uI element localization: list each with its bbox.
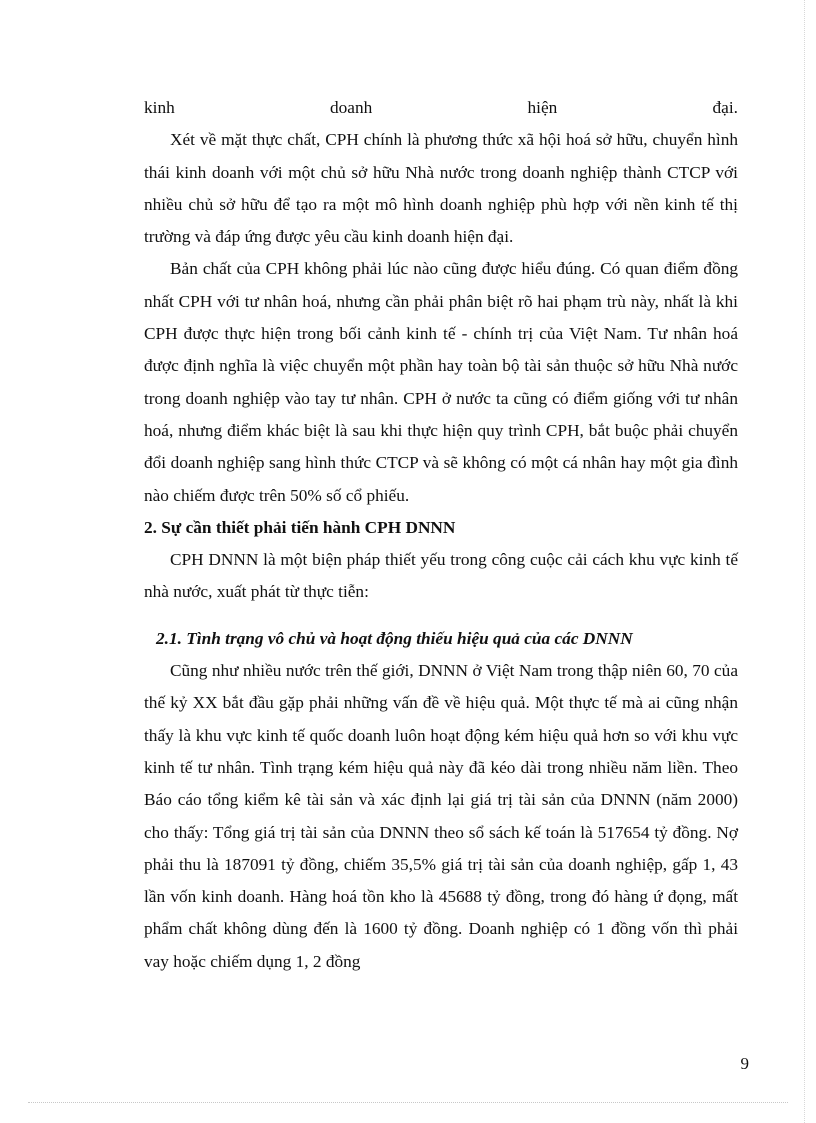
page-number: 9 [740, 1054, 749, 1073]
continuation-line [144, 92, 738, 124]
paragraph-cph-vs-privatization: Bản chất của CPH không phải lúc nào cũng được hiểu đúng. Có quan điểm đồng nhất CPH với tư nhân hoá, nhưng cần phải phân biệt rõ hai phạm trù này, nhất là khi CPH được thực hiện trong bối cảnh kinh tế - chính trị của Việt Nam. Tư nhân hoá được định nghĩa là việc chuyển một phần hay toàn bộ tài sản thuộc sở hữu Nhà nước trong doanh nghiệp vào tay tư nhân. CPH ở nước ta cũng có điểm giống với tư nhân hoá, nhưng điểm khác biệt là sau khi thực hiện quy trình CPH, bắt buộc phải chuyển đổi doanh nghiệp sang hình thức CTCP và sẽ không có một cá nhân hay một gia đình nào chiếm được trên 50% số cổ phiếu. [144, 259, 738, 505]
paragraph-necessity-intro: CPH DNNN là một biện pháp thiết yếu trong công cuộc cải cách khu vực kinh tế nhà nước, xuất phát từ thực tiễn: [144, 550, 738, 602]
word: hiện [527, 98, 558, 117]
footer-divider [28, 1102, 788, 1103]
paragraph-cph-essence: Xét về mặt thực chất, CPH chính là phương thức xã hội hoá sở hữu, chuyển hình thái kinh doanh với một chủ sở hữu Nhà nước trong doanh nghiệp thành CTCP với nhiều chủ sở hữu để tạo ra một mô hình doanh nghiệp phù hợp với nền kinh tế thị trường và đáp ứng được yêu cầu kinh doanh hiện đại. [144, 130, 738, 247]
word: doanh [330, 98, 373, 117]
section-heading-2: 2. Sự cần thiết phải tiến hành CPH DNNN [144, 517, 456, 537]
word: đại. [712, 98, 738, 117]
paragraph-inefficiency: Cũng như nhiều nước trên thế giới, DNNN ở Việt Nam trong thập niên 60, 70 của thế kỷ XX bắt đầu gặp phải những vấn đề về hiệu quả. Một thực tế mà ai cũng nhận thấy là khu vực kinh tế quốc doanh luôn hoạt động kém hiệu quả hơn so với khu vực kinh tế tư nhân. Tình trạng kém hiệu quả này đã kéo dài trong nhiều năm liền. Theo Báo cáo tổng kiểm kê tài sản và xác định lại giá trị tài sản của DNNN (năm 2000) cho thấy: Tổng giá trị tài sản của DNNN theo sổ sách kế toán là 517654 tỷ đồng. Nợ phải thu là 187091 tỷ đồng, chiếm 35,5% giá trị tài sản của doanh nghiệp, gấp 1, 43 lần vốn kinh doanh. Hàng hoá tồn kho là 45688 tỷ đồng, trong đó hàng ứ đọng, mất phẩm chất không dùng đến là 1600 tỷ đồng. Doanh nghiệp có 1 đồng vốn thì phải vay hoặc chiếm dụng 1, 2 đồng [144, 661, 738, 971]
word: kinh [144, 98, 175, 117]
page-edge-divider [804, 0, 805, 1123]
page-body [144, 92, 738, 978]
section-heading-2-1: 2.1. Tình trạng vô chủ và hoạt động thiếu hiệu quả của các DNNN [156, 628, 633, 648]
